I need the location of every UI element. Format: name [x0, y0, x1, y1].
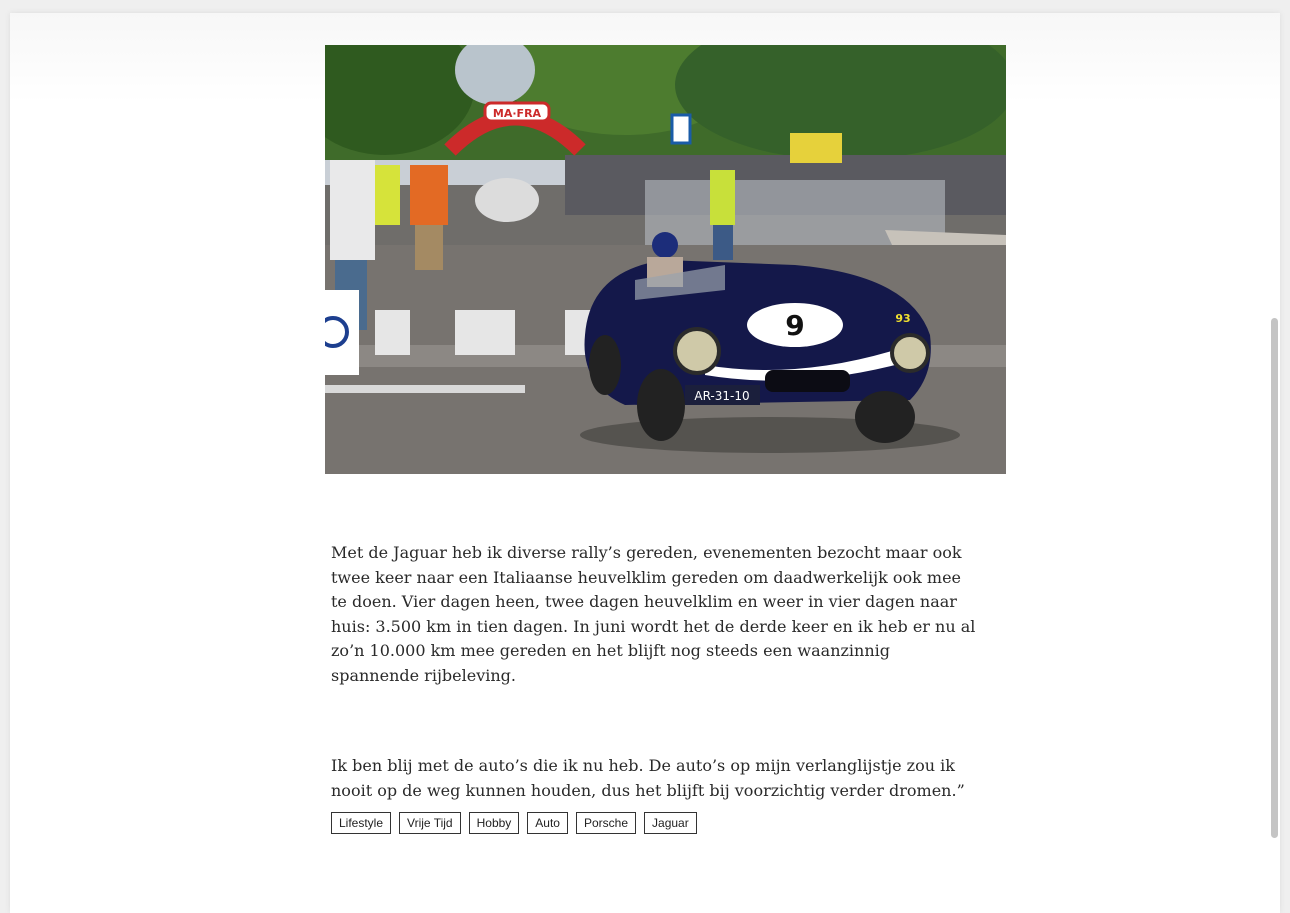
article-paragraph: Ik ben blij met de auto’s die ik nu heb. De auto’s op mijn verlanglijstje zou ik nooit op de weg kunnen houden, dus het blijft bij voorzichtig verder dromen.” [331, 756, 965, 800]
article-paragraph: Met de Jaguar heb ik diverse rally’s gereden, evenementen bezocht maar ook twee keer naar een Italiaanse heuvelklim gereden om daadwerkelijk ook mee te doen. Vier dagen heen, twee dagen heuvelklim en weer in vier dagen naar huis: 3.500 km in tien dagen. In juni wordt het de derde keer en ik heb er nu al zo’n 10.000 km mee gereden en het blijft nog steeds een waanzinnig spannende rijbeleving. [331, 543, 976, 685]
page-content [10, 13, 1280, 913]
tag-porsche[interactable]: Porsche [576, 812, 636, 834]
arch-text: MA·FRA [492, 107, 542, 120]
hero-photo-illustration [325, 45, 1006, 474]
tag-list [331, 812, 697, 834]
tag-lifestyle[interactable]: Lifestyle [331, 812, 391, 834]
race-number: 9 [785, 309, 805, 342]
article-body [331, 541, 981, 803]
hero-image [325, 45, 1006, 474]
side-number: 93 [895, 312, 911, 325]
tag-jaguar[interactable]: Jaguar [644, 812, 697, 834]
license-plate: AR-31-10 [694, 389, 750, 403]
tag-vrije-tijd[interactable]: Vrije Tijd [399, 812, 461, 834]
vertical-scrollbar[interactable] [1269, 13, 1279, 901]
tag-auto[interactable]: Auto [527, 812, 568, 834]
scrollbar-thumb[interactable] [1271, 318, 1278, 838]
tag-hobby[interactable]: Hobby [469, 812, 520, 834]
